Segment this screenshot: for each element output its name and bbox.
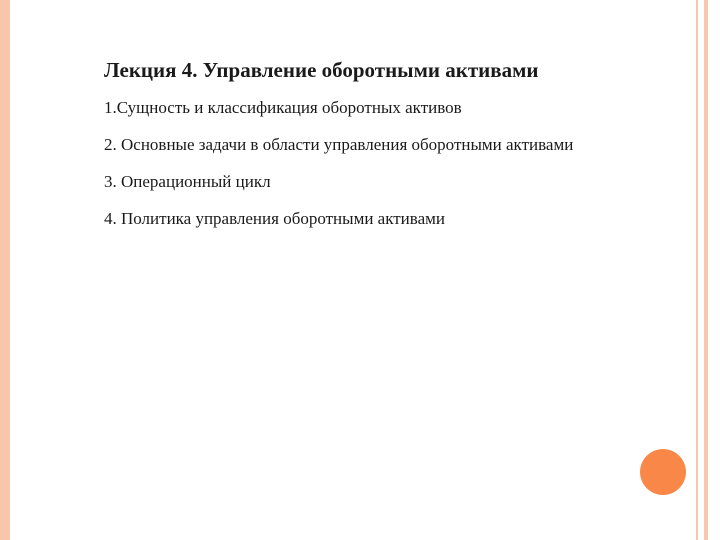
- list-item-4: 4. Политика управления оборотными активами: [104, 209, 445, 228]
- right-border-inner-line: [696, 0, 698, 540]
- slide-title: Лекция 4. Управление оборотными активами: [104, 58, 539, 82]
- decorative-circle: [640, 449, 686, 495]
- list-item-2: 2. Основные задачи в области управления оборотными активами: [104, 135, 574, 154]
- list-item-1: 1.Сущность и классификация оборотных активов: [104, 98, 462, 117]
- list-item-3: 3. Операционный цикл: [104, 172, 271, 191]
- left-border-strip: [0, 0, 10, 540]
- slide-content: [104, 58, 694, 245]
- right-border-outer-line: [704, 0, 708, 540]
